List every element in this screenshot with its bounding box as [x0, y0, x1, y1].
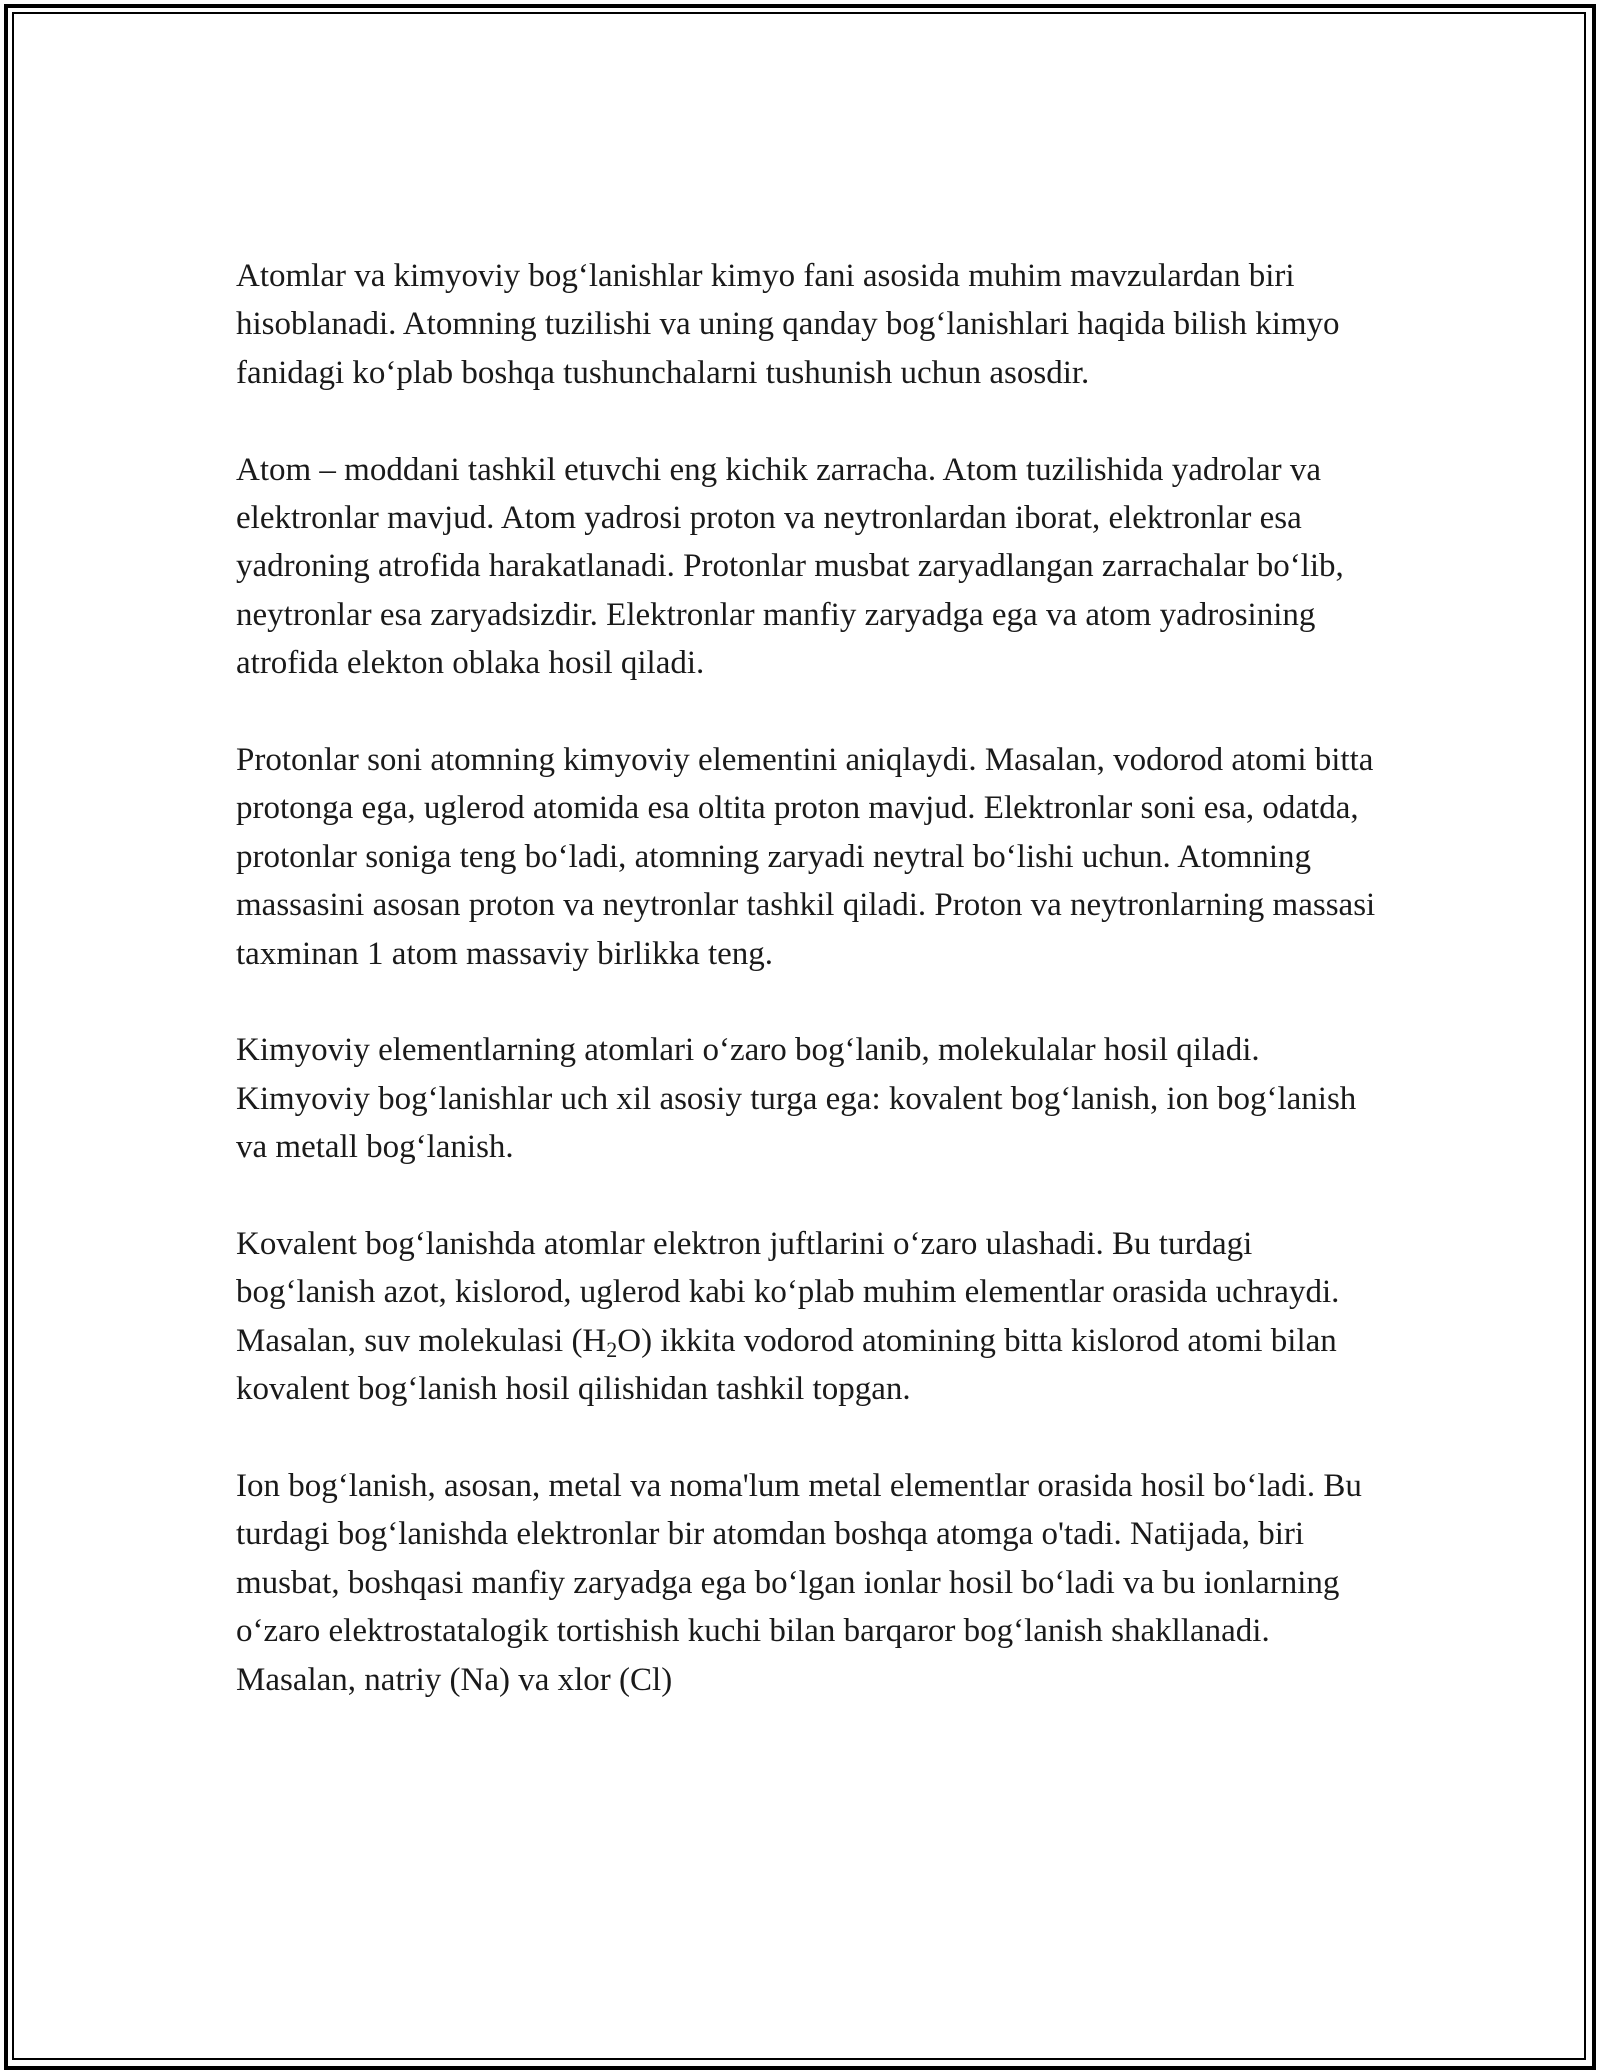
paragraph-protons: Protonlar soni atomning kimyoviy elementini aniqlaydi. Masalan, vodorod atomi bitta protonga ega, uglerod atomida esa oltita proton mavjud. Elektronlar soni esa, odatda, protonlar soniga teng bo‘ladi, atomning zaryadi neytral bo‘lishi uchun. Atomning massasini asosan proton va neytronlar tashkil qiladi. Proton va neytronlarning massasi taxminan 1 atom massaviy birlikka teng.: [236, 742, 1376, 972]
paragraph-atom-structure: Atom – moddani tashkil etuvchi eng kichik zarracha. Atom tuzilishida yadrolar va elektronlar mavjud. Atom yadrosi proton va neytronlardan iborat, elektronlar esa yadroning atrofida harakatlanadi. Protonlar musbat zaryadlangan zarrachalar bo‘lib, neytronlar esa zaryadsizdir. Elektronlar manfiy zaryadga ega va atom yadrosining atrofida elekton oblaka hosil qiladi.: [236, 451, 1344, 682]
paragraph-covalent-bond: [236, 1220, 1386, 1414]
paragraph-bond-types: Kimyoviy elementlarning atomlari o‘zaro bog‘lanib, molekulalar hosil qiladi. Kimyoviy bog‘lanishlar uch xil asosiy turga ega: kovalent bog‘lanish, ion bog‘lanish va metall bog‘lanish.: [236, 1032, 1357, 1166]
water-formula-subscript: 2: [606, 1336, 618, 1362]
covalent-text-before: Kovalent bog‘lanishda atomlar elektron juftlarini o‘zaro ulashadi. Bu turdagi bog‘lanish azot, kislorod, uglerod kabi ko‘plab muhim elementlar orasida uchraydi. Masalan, suv molekulasi (H: [236, 1226, 1340, 1359]
paragraph-ionic-bond: Ion bog‘lanish, asosan, metal va noma'lum metal elementlar orasida hosil bo‘ladi. Bu turdagi bog‘lanishda elektronlar bir atomdan boshqa atomga o'tadi. Natijada, biri musbat, boshqasi manfiy zaryadga ega bo‘lgan ionlar hosil bo‘ladi va bu ionlarning o‘zaro elektrostatalogik tortishish kuchi bilan barqaror bog‘lanish shakllanadi. Masalan, natriy (Na) va xlor (Cl): [236, 1468, 1362, 1698]
paragraph-intro: Atomlar va kimyoviy bog‘lanishlar kimyo fani asosida muhim mavzulardan biri hisoblanadi. Atomning tuzilishi va uning qanday bog‘lanishlari haqida bilish kimyo fanidagi ko‘plab boshqa tushunchalarni tushunish uchun asosdir.: [236, 258, 1340, 391]
covalent-text-after: O) ikkita vodorod atomining bitta kislorod atomi bilan kovalent bog‘lanish hosil qilishidan tashkil topgan.: [236, 1322, 1337, 1408]
document-body: [236, 252, 1386, 1704]
